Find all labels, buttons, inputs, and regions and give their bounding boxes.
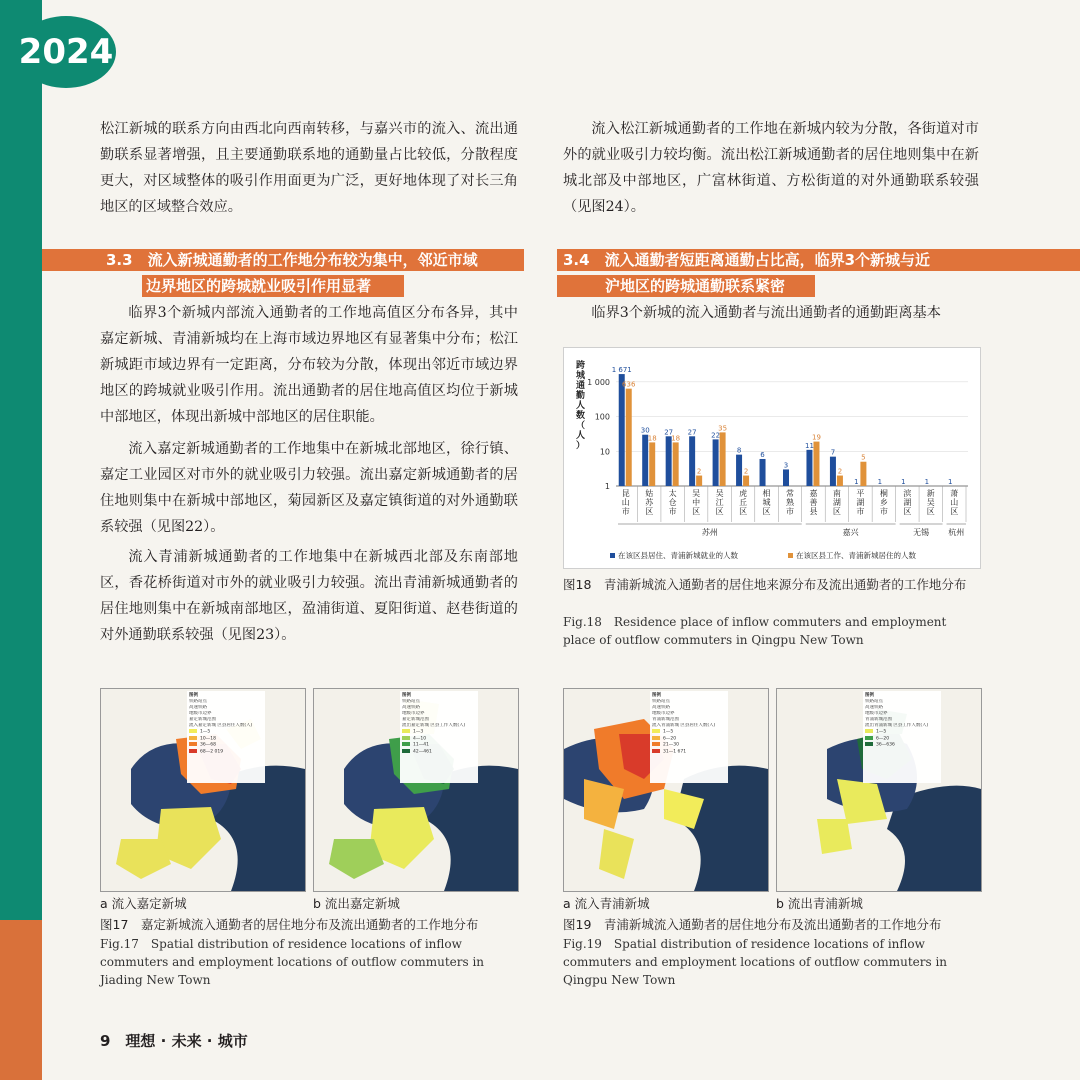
page-footer: 9 理想 · 未来 · 城市 — [100, 1032, 248, 1050]
category-label-char: 姑 — [645, 489, 654, 498]
legend-row: 嘉定新城范围 — [402, 717, 429, 722]
category-label-char: 市 — [856, 507, 865, 516]
bar-inflow — [713, 439, 719, 486]
legend-row: 地级市边界 — [402, 711, 425, 716]
bar-value-label: 1 — [901, 478, 906, 486]
legend-row: 青浦新城范围 — [652, 717, 679, 722]
bar-value-label: 1 671 — [611, 366, 632, 375]
category-label-char: 常 — [786, 489, 794, 498]
legend-row: 嘉定新城范围 — [189, 717, 216, 722]
y-tick-label: 10 — [599, 447, 610, 457]
category-label-char: 太 — [668, 489, 677, 498]
bar-outflow — [813, 442, 819, 486]
category-label-char: 区 — [739, 507, 748, 516]
bar-value-label: 22 — [711, 431, 721, 440]
section-3-3-heading-text1: 3.3 流入新城通勤者的工作地分布较为集中，邻近市域 — [106, 251, 478, 269]
category-label-char: 熟 — [786, 498, 794, 507]
fig17a-map — [100, 688, 306, 892]
bar-outflow — [743, 476, 749, 486]
legend-swatch — [189, 729, 197, 733]
left-paragraph-2: 临界3个新城内部流入通勤者的工作地高值区分布各异，其中嘉定新城、青浦新城均在上海市域边界地区有显著集中分布；松江新城距市域边界有一定距离，分布较为分散，体现出邻近市域边界地区的跨城就业吸引作用。流出通勤者的居住地高值区均位于新城中部地区，体现出新城中部地区的居住职能。 — [100, 305, 518, 425]
bar-inflow — [619, 374, 625, 486]
bar-value-label: 1 — [924, 478, 930, 486]
section-3-4-heading-line2: 沪地区的跨城通勤联系紧密 — [557, 275, 815, 297]
category-label-char: 吴 — [926, 498, 935, 507]
fig19-caption-cn: 图19 青浦新城流入通勤者的居住地分布及流出通勤者的工作地分布 — [563, 917, 942, 932]
legend-row: 10—18 — [189, 736, 263, 743]
fig17b-map — [313, 688, 519, 892]
fig19-caption-en: Fig.19 Spatial distribution of residence locations of inflow commuters and employment locations of outflow commuters in Qingpu New Town — [563, 937, 948, 987]
category-label-char: 市 — [621, 507, 630, 516]
legend-row: 地级市边界 — [652, 711, 675, 716]
fig18-caption-cn: 图18 青浦新城流入通勤者的居住地来源分布及流出通勤者的工作地分布 — [563, 577, 967, 592]
legend-row: 1—5 — [865, 729, 939, 736]
category-label-char: 南 — [832, 489, 841, 498]
legend-row: 21—30 — [652, 742, 726, 749]
category-label-char: 区 — [903, 507, 912, 516]
sidebar-bottom-block — [0, 920, 42, 1080]
bar-value-label: 27 — [687, 428, 697, 437]
bar-inflow — [689, 436, 695, 486]
legend-swatch — [652, 736, 660, 740]
category-label-char: 市 — [879, 507, 888, 516]
section-3-4-heading-text1: 3.4 流入通勤者短距离通勤占比高，临界3个新城与近 — [563, 251, 931, 269]
y-axis-label-char: 数 — [576, 411, 586, 421]
right-paragraph-2: 临界3个新城的流入通勤者与流出通勤者的通勤距离基本 — [591, 305, 941, 321]
legend-row: 青浦新城范围 — [865, 717, 892, 722]
legend-row: 6—20 — [652, 736, 726, 743]
category-label-char: 市 — [668, 507, 677, 516]
category-label-char: 区 — [950, 507, 959, 516]
chart-legend-swatch — [788, 553, 793, 558]
legend-swatch — [402, 729, 410, 733]
bar-outflow — [626, 389, 632, 486]
legend-row: 铁路站点 — [652, 699, 670, 704]
legend-row: 4—10 — [402, 736, 476, 743]
category-label-char: 苏 — [645, 498, 654, 507]
bar-value-label: 2 — [837, 467, 843, 476]
category-label-char: 乡 — [879, 498, 888, 507]
category-label-char: 虎 — [739, 489, 748, 498]
legend-row: 流入嘉定新城 区县居住人数(人) — [189, 723, 253, 728]
category-label-char: 江 — [715, 498, 724, 507]
bar-value-label: 1 — [877, 478, 883, 486]
category-label-char: 昆 — [621, 489, 630, 498]
bar-value-label: 18 — [647, 434, 657, 443]
category-label-char: 区 — [762, 507, 771, 516]
bar-outflow — [837, 476, 843, 486]
fig17b-legend — [400, 691, 478, 783]
legend-row: 1—5 — [189, 729, 263, 736]
section-3-4-heading-line1 — [557, 249, 1080, 271]
legend-title: 图例 — [865, 693, 874, 698]
bar-outflow — [673, 442, 679, 486]
fig18-chart-container — [563, 347, 981, 569]
legend-row: 高速铁路 — [189, 705, 207, 710]
bar-value-label: 19 — [812, 433, 821, 442]
category-label-char: 湖 — [903, 498, 912, 507]
legend-swatch — [189, 742, 197, 746]
group-label: 无锡 — [913, 528, 930, 537]
y-tick-label: 1 — [604, 482, 610, 491]
category-label-char: 吴 — [715, 489, 724, 498]
legend-row: 6—20 — [865, 736, 939, 743]
legend-row: 流入青浦新城 区县居住人数(人) — [652, 723, 716, 728]
legend-row: 36—636 — [865, 742, 939, 749]
y-axis-label-char: 通 — [576, 381, 586, 391]
bar-value-label: 2 — [696, 467, 702, 476]
category-label-char: 仓 — [668, 498, 677, 507]
bar-value-label: 2 — [743, 467, 749, 476]
category-label-char: 县 — [809, 507, 818, 516]
bar-outflow — [860, 462, 866, 486]
y-tick-label: 100 — [594, 412, 610, 422]
group-label: 嘉兴 — [842, 528, 859, 537]
legend-swatch — [189, 749, 197, 753]
legend-row: 42—461 — [402, 749, 476, 756]
fig19b-legend — [863, 691, 941, 783]
fig19b-label: b 流出青浦新城 — [776, 896, 863, 911]
legend-swatch — [402, 749, 410, 753]
group-label: 苏州 — [701, 528, 718, 537]
category-label-char: 萧 — [950, 489, 959, 498]
legend-swatch — [652, 742, 660, 746]
category-label-char: 山 — [621, 498, 630, 507]
legend-row: 31—1 671 — [652, 749, 726, 756]
left-sidebar-bar — [0, 0, 42, 1080]
legend-row: 1—3 — [402, 729, 476, 736]
left-paragraph-4: 流入青浦新城通勤者的工作地集中在新城西北部及东南部地区，香花桥街道对市外的就业吸引力较强。流出青浦新城通勤者的居住地则集中在新城南部地区，盈浦街道、夏阳街道、赵巷街道的对外通勤联系较强（见图23）。 — [100, 549, 518, 643]
category-label-char: 善 — [809, 498, 818, 507]
bar-inflow — [806, 450, 812, 486]
legend-swatch — [652, 729, 660, 733]
group-label: 杭州 — [948, 528, 965, 537]
y-tick-label: 1 000 — [587, 377, 610, 387]
legend-row: 流出青浦新城 区县工作人数(人) — [865, 723, 929, 728]
bar-value-label: 1 — [854, 478, 859, 486]
section-3-3-heading-line2: 边界地区的跨城就业吸引作用显著 — [142, 275, 404, 297]
category-label-char: 相 — [762, 489, 771, 498]
legend-swatch — [402, 742, 410, 746]
legend-swatch — [402, 736, 410, 740]
category-label-char: 区 — [926, 507, 935, 516]
fig17a-label: a 流入嘉定新城 — [100, 896, 187, 911]
fig19a-legend — [650, 691, 728, 783]
legend-row: 高速铁路 — [652, 705, 670, 710]
fig17b-label: b 流出嘉定新城 — [313, 896, 400, 911]
category-label-char: 丘 — [739, 498, 748, 507]
bar-inflow — [783, 469, 789, 486]
bar-value-label: 3 — [783, 461, 789, 470]
y-axis-label-char: 人 — [576, 401, 586, 411]
legend-row: 36—68 — [189, 742, 263, 749]
fig18-caption-en: Fig.18 Residence place of inflow commuters and employment place of outflow commuters in Qingpu New Town — [563, 615, 947, 647]
category-label-char: 桐 — [879, 489, 888, 498]
left-paragraph-1: 松江新城的联系方向由西北向西南转移，与嘉兴市的流入、流出通勤联系显著增强，且主要通勤联系地的通勤量占比较低，分散程度更大，对区域整体的吸引作用面更为广泛，更好地体现了对长三角地区的区域整合效应。 — [100, 121, 518, 215]
category-label-char: 城 — [762, 498, 771, 507]
bar-value-label: 30 — [640, 426, 650, 435]
legend-row: 68—2 019 — [189, 749, 263, 756]
section-3-3-heading-line1 — [42, 249, 524, 271]
category-label-char: 区 — [832, 507, 841, 516]
fig17-caption-cn: 图17 嘉定新城流入通勤者的居住地分布及流出通勤者的工作地分布 — [100, 917, 479, 932]
bar-value-label: 35 — [718, 424, 728, 433]
fig17-caption-en: Fig.17 Spatial distribution of residence locations of inflow commuters and employment locations of outflow commuters in Jiading New Town — [100, 937, 485, 987]
bar-outflow — [649, 442, 655, 486]
legend-row: 高速铁路 — [865, 705, 883, 710]
y-axis-label-char: 跨 — [576, 361, 586, 371]
legend-swatch — [865, 742, 873, 746]
bar-value-label: 18 — [671, 434, 681, 443]
legend-row: 11—41 — [402, 742, 476, 749]
right-paragraph-1: 流入松江新城通勤者的工作地在新城内较为分散，各街道对市外的就业吸引力较均衡。流出松江新城通勤者的居住地则集中在新城北部及中部地区，广富林街道、方松街道的对外通勤联系较强（见图24）。 — [563, 121, 979, 215]
category-label-char: 区 — [715, 507, 724, 516]
fig19a-map — [563, 688, 769, 892]
legend-row: 流出嘉定新城 区县工作人数(人) — [402, 723, 466, 728]
y-axis-label-char: （ — [576, 421, 586, 431]
legend-row: 1—5 — [652, 729, 726, 736]
category-label-char: 平 — [856, 489, 865, 498]
chart-legend-swatch — [610, 553, 615, 558]
bar-value-label: 8 — [736, 446, 742, 455]
category-label-char: 滨 — [903, 489, 912, 498]
y-axis-label-char: ） — [576, 441, 586, 451]
legend-row: 高速铁路 — [402, 705, 420, 710]
y-axis-label-char: 城 — [576, 371, 586, 381]
legend-title: 图例 — [652, 693, 661, 698]
legend-swatch — [652, 749, 660, 753]
category-label-char: 新 — [926, 489, 935, 498]
legend-row: 地级市边界 — [189, 711, 212, 716]
y-axis-label-char: 人 — [576, 431, 586, 441]
bar-outflow — [696, 476, 702, 486]
fig19b-map — [776, 688, 982, 892]
category-label-char: 湖 — [832, 498, 841, 507]
legend-swatch — [865, 736, 873, 740]
legend-swatch — [865, 729, 873, 733]
bar-value-label: 1 — [948, 478, 953, 486]
legend-row: 地级市边界 — [865, 711, 888, 716]
category-label-char: 山 — [950, 498, 959, 507]
bar-value-label: 5 — [861, 453, 866, 462]
category-label-char: 吴 — [692, 489, 701, 498]
bar-value-label: 27 — [664, 428, 674, 437]
bar-inflow — [830, 457, 836, 486]
category-label-char: 市 — [786, 507, 794, 516]
category-label-char: 湖 — [856, 498, 865, 507]
category-label-char: 区 — [645, 507, 654, 516]
category-label-char: 嘉 — [809, 489, 818, 498]
legend-title: 图例 — [402, 693, 411, 698]
legend-title: 图例 — [189, 693, 198, 698]
bar-outflow — [720, 432, 726, 486]
bar-inflow — [736, 455, 742, 486]
bar-value-label: 7 — [830, 448, 836, 457]
bar-value-label: 6 — [760, 450, 765, 459]
fig17a-legend — [187, 691, 265, 783]
legend-row: 铁路站点 — [865, 699, 883, 704]
fig18-bar-chart — [564, 348, 980, 568]
fig19a-label: a 流入青浦新城 — [563, 896, 650, 911]
category-label-char: 中 — [692, 498, 701, 507]
chart-legend-label: 在该区县工作、青浦新城居住的人数 — [796, 551, 916, 560]
legend-row: 铁路站点 — [189, 699, 207, 704]
legend-row: 铁路站点 — [402, 699, 420, 704]
left-paragraph-3: 流入嘉定新城通勤者的工作地集中在新城北部地区，徐行镇、嘉定工业园区对市外的就业吸引力较强。流出嘉定新城通勤者的居住地则集中在新城中部地区，菊园新区及嘉定镇街道的对外通勤联系较强（见图22）。 — [100, 441, 518, 535]
bar-inflow — [760, 459, 766, 486]
y-axis-label-char: 勤 — [576, 391, 586, 401]
year-badge: 2024 — [16, 16, 116, 88]
bar-inflow — [666, 436, 672, 486]
legend-swatch — [189, 736, 197, 740]
category-label-char: 区 — [692, 507, 701, 516]
chart-legend-label: 在该区县居住、青浦新城就业的人数 — [618, 551, 738, 560]
bar-value-label: 636 — [622, 380, 636, 389]
bar-value-label: 11 — [805, 441, 814, 450]
